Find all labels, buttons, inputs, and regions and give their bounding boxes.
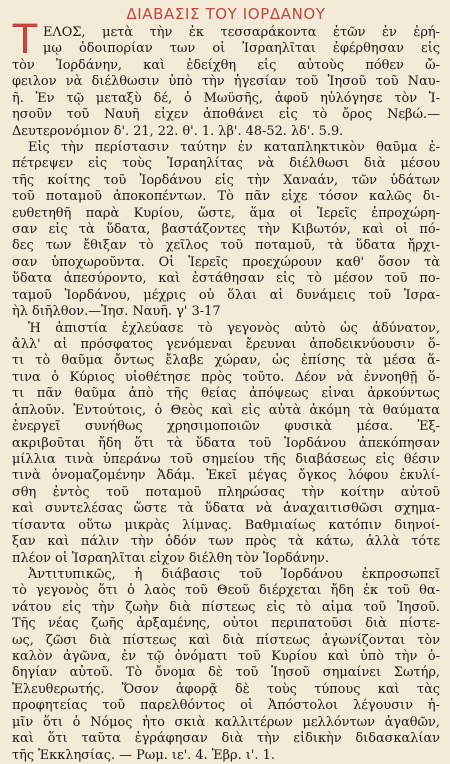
text-line: Ἡ ἀπιστία ἐχλεύασε τὸ γεγονὸς αὐτὸ ὡς ἀδύνατον, [28, 320, 440, 336]
text-line: ησοῦν τοῦ Ναυῆ εἶχεν ἀποθάνει εἰς τὸ ὄρος Νεβώ.— [12, 107, 440, 123]
text-line: ἐνεργεῖ συνήθως χρησιμοποιῶν φυσικὰ μέσα. Ἐξ- [12, 419, 440, 435]
text-line: καὶ ὅτι ταῦτα ἐγράφησαν διὰ τὴν εἰδικὴν διδασκαλίαν [12, 731, 440, 747]
text-line: τι πᾶν θαῦμα ἀπὸ τῆς θείας ἀπόψεως εἶναι ἀρκούντως [12, 386, 440, 402]
text-line: Ἀντιτυπικῶς, ἡ διάβασις τοῦ Ἰορδάνου ἐκπροσωπεῖ [28, 566, 440, 582]
text-line: ευθετηθῆ παρὰ Κυρίου, ὥστε, ἅμα οἱ Ἱερεῖς ἐπροχώρη- [12, 205, 440, 221]
text-line: τινα ὁ Κύριος υἱοθέτησε πρὸς τοῦτο. Δέον νὰ ἐννοηθῇ ὅ- [12, 369, 440, 385]
text-line: ακριβοῦται ἤδη ὅτι τὰ ὕδατα τοῦ Ἰορδάνου ἀπεκόπησαν [12, 435, 440, 451]
text-line: τίσαντα οὕτω μικρὰς λίμνας. Βαθμιαίως κατόπιν διηνοί- [12, 517, 440, 533]
text-line: ΕΛΟΣ, μετὰ τὴν ἐκ τεσσαράκοντα ἐτῶν ἐν ἐρή- [43, 25, 440, 40]
article-body [12, 17, 440, 764]
text-line: Εἰς τὴν περίστασιν ταύτην ἐν καταπληκτικὸν θαῦμα ἐ- [28, 139, 440, 155]
text-line: σθη ἐντὸς τοῦ ποταμοῦ πληρώσας τὴν κοίτην αὐτοῦ [12, 484, 440, 500]
text-line: πλέον οἱ Ἰσραηλῖται εἶχον διέλθη τὸν Ἰορδάνην. [12, 550, 329, 566]
text-line: ξαν καὶ πάλιν τὴν ὁδόν των πρὸς τὰ κάτω, ἀλλὰ τότε [12, 534, 440, 550]
text-line: Τῆς νέας ζωῆς ἀρξαμένης, οὗτοι περιπατοῦσι διὰ πίστε- [12, 616, 440, 632]
text-line: ὴλ διῆλθον.—Ἰησ. Ναυῆ. γ' 3-17 [12, 304, 221, 320]
text-line: καλὸν ἀγῶνα, ἐν τῷ ὀνόματι τοῦ Κυρίου καὶ ὑπὸ τὴν ὁ- [12, 649, 440, 665]
text-line: τι τὸ θαῦμα ὄντως ἔλαβε χώραν, ὡς ἐπίσης τὰ μέσα ἅ- [12, 353, 440, 369]
text-line: ἁπλοῦν. Ἐντούτοις, ὁ Θεὸς καὶ εἰς αὐτὰ ἀκόμη τὰ θαύματα [12, 402, 440, 418]
text-line: Δευτερονόμιον δ'. 21, 22. θ'. 1. λβ'. 48-52. λδ'. 5.9. [12, 123, 344, 139]
page-title: ΔΙΑΒΑΣΙΣ ΤΟΥ ΙΟΡΔΑΝΟΥ [126, 5, 326, 23]
text-line: μῳ ὁδοιπορίαν των οἱ Ἰσραηλῖται ἐφέρθησαν εἰς [43, 41, 440, 57]
text-line: ῆ. Ἐν τῷ μεταξὺ δέ, ὁ Μωϋσῆς, ἀφοῦ ηὐλόγησε τὸν Ἰ- [12, 90, 440, 106]
text-line: μῖν ὅτι ὁ Νόμος ἦτο σκιὰ καλλιτέρων μελλόντων ἀγαθῶν, [12, 714, 440, 730]
text-line: τῆς κοίτης τοῦ Ἰορδάνου εἰς τὴν Χαναάν, τῶν ὑδάτων [12, 172, 440, 188]
text-line: Ἐλευθερωτής. Ὅσον ἀφορᾷ δὲ τοὺς τύπους καὶ τὰς [12, 681, 440, 697]
text-line: καὶ συντελέσας ὥστε τὰ ὕδατα νὰ ἀναχαιτισθῶσι σχημα- [12, 501, 440, 517]
text-line: μίλλια τινὰ ὑπεράνω τοῦ σημείου τῆς διαβάσεως εἰς θέσιν [12, 451, 440, 467]
text-line: φειλον νὰ διέλθωσιν ὑπὸ τὴν ἡγεσίαν τοῦ Ἰησοῦ τοῦ Ναυ- [12, 74, 440, 90]
text-line: τὸ γεγονὸς ὅτι ὁ λαὸς τοῦ Θεοῦ διέρχεται ἤδη ἐκ τοῦ θα- [12, 583, 440, 599]
drop-cap: Τ [12, 17, 38, 63]
text-line: δηγίαν αὐτοῦ. Τὸ ὄνομα δὲ τοῦ Ἰησοῦ σημαίνει Σωτήρ, [12, 665, 440, 681]
text-line: ἀλλ' αἱ πρόσφατος γενόμεναι ἔρευναι ἀποδεικνύουσιν ὅ- [12, 337, 440, 353]
text-line: σαν ὑποχωροῦντα. Οἱ Ἱερεῖς προεχώρουν καθ' ὅσον τὰ [12, 254, 440, 270]
text-line: τὸν Ἰορδάνην, καὶ ἐδείχθη εἰς αὐτοὺς πόθεν ὤ- [12, 57, 440, 73]
text-line: τοῦ ποταμοῦ ἀποκοπέντων. Τὸ πᾶν εἶχε τόσον καλῶς δι- [12, 189, 440, 205]
text-line: τινὰ ὀνομαζομένην Ἀδάμ. Ἐκεῖ μέγας ὄγκος λόφου ἐκυλί- [12, 468, 440, 484]
text-line: πέτρεψεν εἰς τοὺς Ἰσραηλίτας νὰ διέλθωσι διὰ μέσου [12, 156, 440, 172]
text-line: ὕδατα ἀπεσύροντο, καὶ ἐστάθησαν εἰς τὸ μέσον τοῦ πο- [12, 271, 440, 287]
text-line: ταμοῦ Ἰορδάνου, μέχρις οὗ ὅλαι αἱ δυνάμεις τοῦ Ἰσρα- [12, 287, 440, 303]
text-line: τῆς Ἐκκλησίας. — Ρωμ. ιε'. 4. Ἑβρ. ι'. 1. [12, 747, 275, 763]
text-line: σαν εἰς τὰ ὕδατα, βαστάζοντες τὴν Κιβωτόν, καὶ οἱ πό- [12, 222, 440, 238]
text-line: νάτου εἰς τὴν ζωὴν διὰ πίστεως εἰς τὸ αἷμα τοῦ Ἰησοῦ. [12, 599, 440, 615]
text-line: δες των ἔθιξαν τὸ χεῖλος τοῦ ποταμοῦ, τὰ ὕδατα ἤρχι- [12, 238, 440, 254]
text-line: ως, ζῶσι διὰ πίστεως καὶ διὰ πίστεως ἀγωνίζονται τὸν [12, 632, 440, 648]
text-line: προφητείας τοῦ παρελθόντος οἱ Ἀπόστολοι λέγουσιν ἡ- [12, 698, 440, 714]
